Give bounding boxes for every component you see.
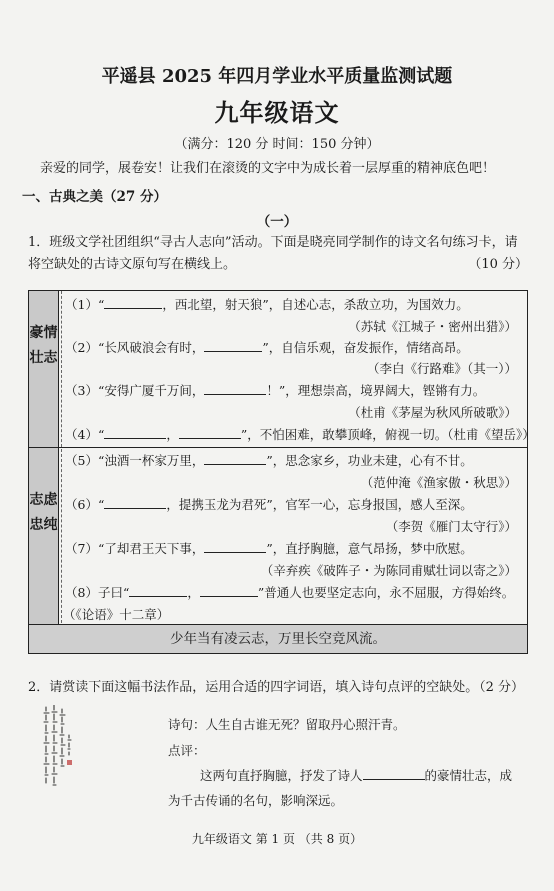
answer-blank[interactable] [363,767,425,780]
comment-post: 的豪情壮志，成 [424,768,513,783]
item-2-post: ”，自信乐观，奋发振作，情绪高昂。 [262,340,469,355]
item-7 [65,539,473,557]
answer-blank[interactable] [204,382,266,395]
dashed-divider [61,449,62,623]
row-separator [58,447,527,448]
poem-card-table [28,290,535,654]
item-3 [65,381,485,399]
answer-blank[interactable] [179,426,241,439]
item-6 [65,495,473,513]
comment-line-2: 为千古传诵的名句，影响深远。 [168,793,344,808]
category-label-1: 豪情壮志 [29,325,58,366]
question-2-points: （2 分） [472,680,524,695]
calligraphy-image [40,705,74,795]
item-8 [65,583,514,601]
exam-meta: （满分：120 分 时间：150 分钟） [174,137,380,152]
item-2 [65,338,469,356]
question-1 [28,232,528,276]
poem-line: 诗句：人生自古谁无死？留取丹心照汗青。 [168,717,406,732]
item-5 [65,451,473,469]
item-7-source: （辛弃疾《破阵子・为陈同甫赋壮词以寄之》） [260,563,517,578]
item-8-pre: （8）子曰“ [65,585,130,600]
item-7-pre: （7）“了却君王天下事， [65,541,205,556]
greeting: 亲爱的同学，展卷安！让我们在滚烫的文字中为成长着一层厚重的精神底色吧！ [40,161,496,176]
answer-blank[interactable] [204,339,262,352]
answer-blank[interactable] [104,296,162,309]
item-1-source: （苏轼《江城子・密州出猎》） [348,319,517,334]
dashed-divider [61,291,62,447]
subject-title: 九年级语文 [214,98,340,127]
exam-title: 平遥县 2025 年四月学业水平质量监测试题 [101,66,453,87]
item-6-pre: （6）“ [65,497,105,512]
question-1-points: （10 分） [468,257,528,272]
answer-blank[interactable] [129,584,187,597]
category-cell-1 [29,291,59,448]
item-4 [65,425,535,443]
item-1-post: ，西北望，射天狼”，自述心志，杀敌立功，为国效力。 [162,297,469,312]
comment-line-1 [200,766,512,784]
comment-pre: 这两句直抒胸臆，抒发了诗人 [200,768,363,783]
category-label-2: 志虑忠纯 [29,492,58,533]
category-cell-2 [29,448,59,624]
item-8-mid: ， [187,585,200,600]
item-3-pre: （3）“安得广厦千万间， [65,383,205,398]
item-2-source: （李白《行路难》（其一）） [366,361,517,376]
item-3-source: （杜甫《茅屋为秋风所破歌》） [348,405,517,420]
item-2-pre: （2）“长风破浪会有时， [65,340,205,355]
item-6-source: （李贺《雁门太守行》） [385,519,517,534]
answer-blank[interactable] [104,496,166,509]
item-7-post: ”，直抒胸臆，意气昂扬，梦中欣慰。 [266,541,473,556]
part-heading: （一） [256,214,298,230]
item-8-post: ”普通人也要坚定志向，永不屈服，方得始终。 [257,585,515,600]
question-2-text: 2．请赏读下面这幅书法作品，运用合适的四字词语，填入诗句点评的空缺处。 [28,680,479,695]
item-5-pre: （5）“浊酒一杯家万里， [65,453,205,468]
item-1-pre: （1）“ [65,297,105,312]
item-4-post: ”，不怕困难，敢攀顶峰，俯视一切。（杜甫《望岳》） [240,427,535,442]
answer-blank[interactable] [200,584,258,597]
item-1 [65,295,469,313]
comment-label: 点评： [168,743,206,758]
answer-blank[interactable] [204,452,266,465]
item-3-post: ！”，理想崇高，境界阔大，铿锵有力。 [266,383,486,398]
section-heading: 一、古典之美（27 分） [22,189,167,205]
item-5-source: （范仲淹《渔家傲・秋思》） [360,475,517,490]
question-1-text: 1．班级文学社团组织“寻古人志向”活动。下面是晓亮同学制作的诗文名句练习卡，请将空缺处的古诗文原句写在横线上。 [28,235,518,272]
item-4-pre: （4）“ [65,427,105,442]
motto-banner: 少年当有凌云志，万里长空竞风流。 [29,624,527,653]
item-6-post: ，提携玉龙为君死”，官军一心，忘身报国，感人至深。 [166,497,473,512]
item-5-post: ”，思念家乡，功业未建，心有不甘。 [266,453,473,468]
item-8-source: （《论语》十二章） [63,607,170,622]
answer-blank[interactable] [104,426,166,439]
page-footer: 九年级语文 第 1 页 （共 8 页） [191,832,363,846]
item-4-mid: ， [166,427,179,442]
answer-blank[interactable] [204,540,266,553]
